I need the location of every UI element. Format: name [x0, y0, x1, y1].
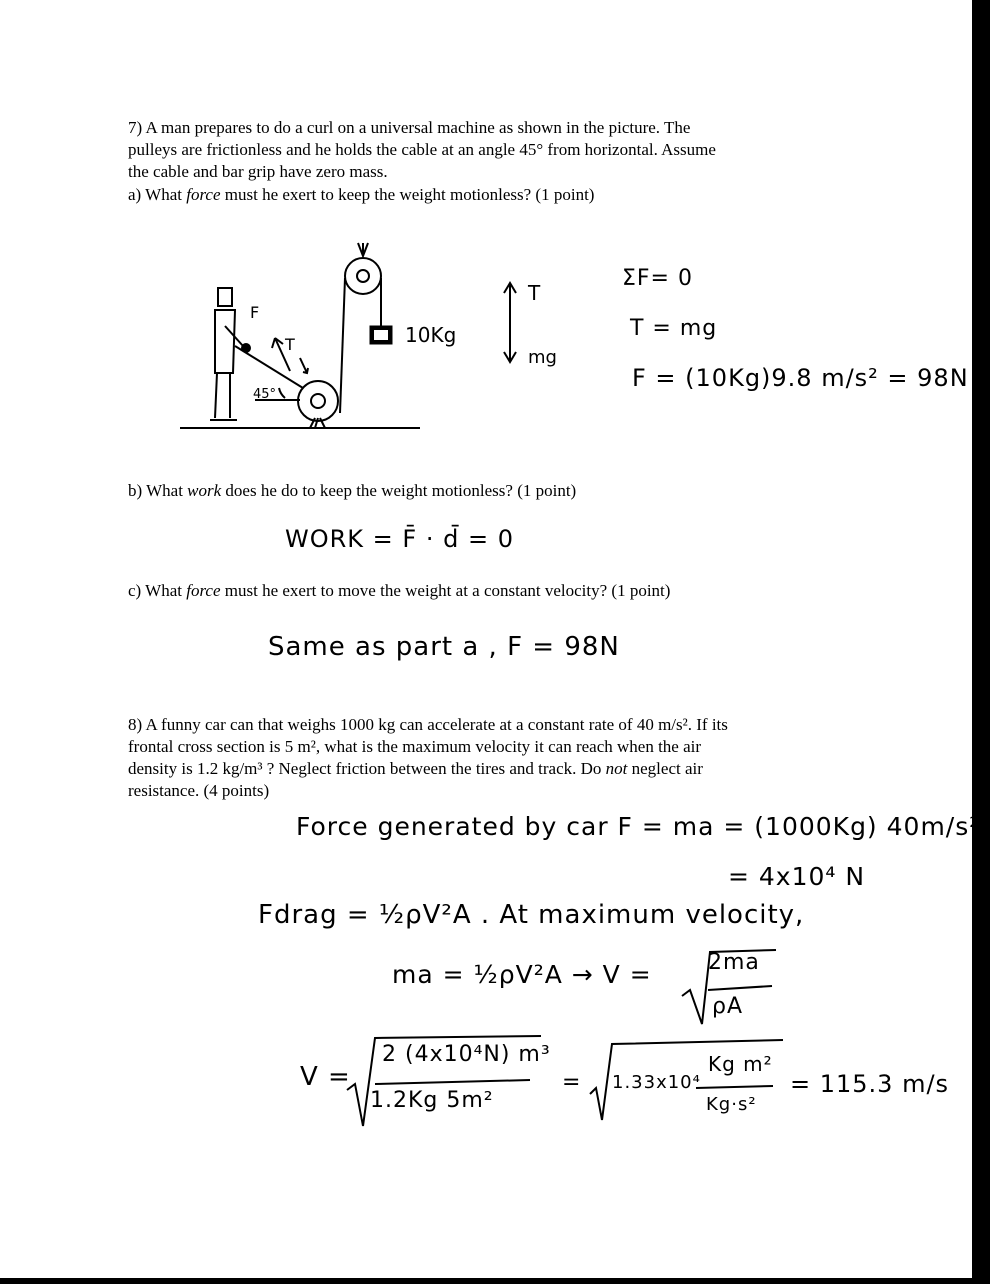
- q7-line-2: pulleys are frictionless and he holds the cable at an angle 45° from horizontal. Assume: [128, 140, 716, 159]
- scan-border-right: [972, 0, 990, 1284]
- q8-line-3: [128, 758, 703, 780]
- pulley-machine-figure: [175, 238, 475, 438]
- q8-line-4: resistance. (4 points): [128, 781, 270, 800]
- work-line-5-equals: =: [562, 1070, 582, 1095]
- work-line-5-result: = 115.3 m/s: [790, 1070, 950, 1098]
- figure-mass-label: 10Kg: [405, 323, 457, 347]
- q7-line-3: the cable and bar grip have zero mass.: [128, 162, 388, 181]
- answer-b: WORK = F̄ · d̄ = 0: [285, 525, 514, 553]
- sqrt-sign-1: [680, 946, 780, 1026]
- figure-f-label: F: [250, 303, 260, 322]
- q7-b-suffix: does he do to keep the weight motionless? (1 point): [221, 481, 577, 500]
- work-line-3: Fdrag = ½ρV²A . At maximum velocity,: [258, 900, 805, 930]
- work-line-5-unit-numerator: Kg m²: [708, 1052, 773, 1076]
- work-line-5-denominator: 1.2Kg 5m²: [370, 1088, 494, 1113]
- q8-line-3-start: density is 1.2 kg/m³ ? Neglect friction between the tires and track. Do: [128, 759, 606, 778]
- q7-part-b: [128, 480, 576, 502]
- q7-a-emphasis: force: [186, 185, 221, 204]
- q7-c-suffix: must he exert to move the weight at a constant velocity? (1 point): [220, 581, 671, 600]
- answer-c: Same as part a , F = 98N: [268, 632, 620, 662]
- work-line-4: ma = ½ρV²A → V =: [392, 960, 652, 989]
- figure-angle-label: 45°: [253, 387, 277, 402]
- q7-line-1: 7) A man prepares to do a curl on a universal machine as shown in the picture. The: [128, 118, 691, 137]
- q7-b-prefix: b) What: [128, 481, 188, 500]
- q8-line-2: frontal cross section is 5 m², what is the maximum velocity it can reach when the air: [128, 737, 702, 756]
- q8-line-3-emphasis: not: [605, 759, 628, 778]
- answer-a-sum: ΣF= 0: [622, 266, 693, 291]
- answer-a-force: F = (10Kg)9.8 m/s² = 98N: [632, 364, 969, 392]
- q7-part-a: [128, 184, 594, 206]
- work-line-5-v: V =: [300, 1062, 351, 1092]
- work-line-2: = 4x10⁴ N: [728, 862, 866, 891]
- q7-a-prefix: a) What: [128, 185, 187, 204]
- q7-part-c: [128, 580, 670, 602]
- figure-t-label: T: [285, 335, 295, 354]
- q7-c-emphasis: force: [186, 581, 221, 600]
- work-line-4-numerator: 2ma: [708, 950, 760, 975]
- scan-border-bottom: [0, 1278, 990, 1284]
- q8-line-3-end: neglect air: [627, 759, 703, 778]
- q7-b-emphasis: work: [187, 481, 222, 500]
- answer-a-tension: T = mg: [630, 316, 718, 341]
- fbd-weight-label: mg: [528, 347, 557, 368]
- work-line-4-denominator: ρA: [712, 994, 744, 1019]
- q7-c-prefix: c) What: [128, 581, 187, 600]
- work-line-1: Force generated by car F = ma = (1000Kg) 40m/s²: [296, 812, 981, 841]
- work-line-5-middle: 1.33x10⁴: [612, 1072, 701, 1093]
- free-body-diagram: [500, 275, 570, 375]
- work-line-5-numerator: 2 (4x10⁴N) m³: [382, 1042, 551, 1067]
- work-line-5-unit-denominator: Kg·s²: [706, 1094, 757, 1115]
- q7-a-suffix: must he exert to keep the weight motionless? (1 point): [220, 185, 595, 204]
- fbd-tension-label: T: [528, 281, 541, 305]
- q8-line-1: 8) A funny car can that weighs 1000 kg can accelerate at a constant rate of 40 m/s². If its: [128, 715, 728, 734]
